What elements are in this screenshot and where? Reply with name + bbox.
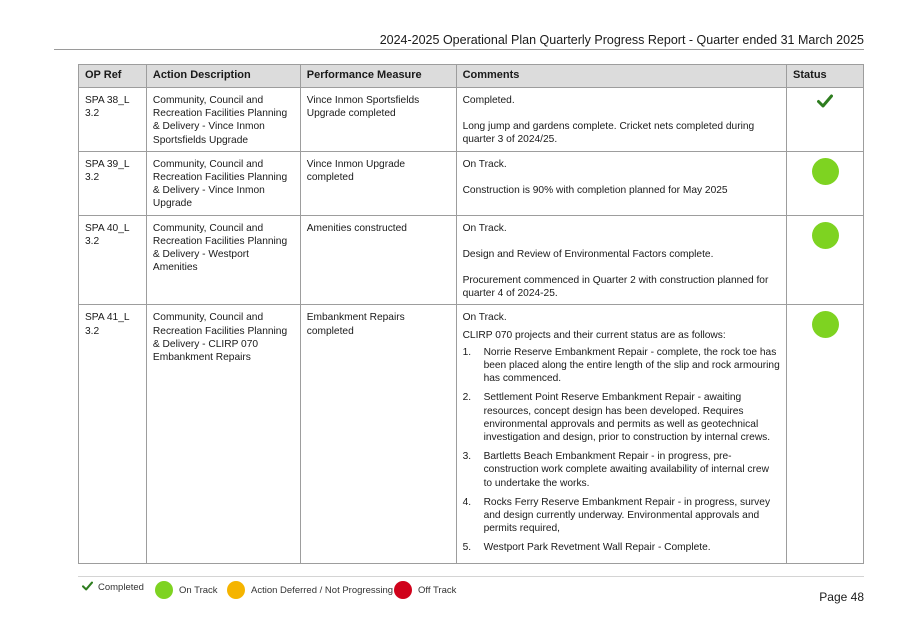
list-item: 3. Bartletts Beach Embankment Repair - in progress, pre-construction work complete awaiting availability of internal crew to undertake the works. — [463, 450, 780, 490]
green-dot-icon — [812, 311, 839, 338]
comment-text: Completed. — [462, 95, 515, 106]
green-dot-icon — [812, 222, 839, 249]
green-dot-icon — [812, 158, 839, 185]
legend-completed — [82, 581, 144, 594]
comments-cell — [456, 151, 786, 215]
op-ref-cell: SPA 40_L 3.2 — [79, 215, 147, 305]
col-header-action: Action Description — [146, 65, 300, 88]
legend-on-track — [155, 581, 218, 599]
measure-cell: Embankment Repairs completed — [300, 305, 456, 564]
list-item-text: Settlement Point Reserve Embankment Repair - awaiting resources, concept design has been developed. Requires environmental approvals and permits as well as geotechnical investigation and design, prior to construction by internal crews. — [483, 392, 771, 444]
legend-label: Action Deferred / Not Progressing — [251, 584, 394, 596]
progress-table — [78, 64, 864, 564]
comment-text: Construction is 90% with completion planned for May 2025 — [462, 185, 728, 197]
table-header-row — [79, 65, 864, 88]
action-cell: Community, Council and Recreation Facilities Planning & Delivery - Vince Inmon Upgrade — [146, 151, 300, 215]
table-row — [79, 88, 864, 152]
list-item-text: Norrie Reserve Embankment Repair - complete, the rock toe has been placed along the entire length of the slip and rock armouring has commenced. — [483, 346, 780, 385]
measure-cell: Amenities constructed — [300, 215, 456, 305]
op-ref-cell: SPA 41_L 3.2 — [79, 305, 147, 564]
list-item-text: Westport Park Revetment Wall Repair - Complete. — [483, 542, 711, 554]
legend-label: Completed — [98, 582, 144, 593]
status-cell — [787, 151, 864, 215]
legend-deferred — [227, 581, 393, 599]
list-item: 2. Settlement Point Reserve Embankment Repair - awaiting resources, concept design has been developed. Requires environmental approvals and permits as well as geotechnical investigation and design, prior to construction by internal crews. — [463, 391, 780, 444]
green-dot-icon — [155, 581, 173, 599]
report-title: 2024-2025 Operational Plan Quarterly Progress Report - Quarter ended 31 March 2025 — [379, 33, 864, 47]
col-header-status: Status — [787, 65, 864, 88]
table-row — [79, 215, 864, 305]
op-ref-cell: SPA 38_L 3.2 — [79, 88, 147, 152]
measure-cell: Vince Inmon Upgrade completed — [300, 151, 456, 215]
table-row — [79, 151, 864, 215]
status-cell — [787, 305, 864, 564]
status-legend — [78, 576, 864, 596]
comment-text: CLIRP 070 projects and their current status are as follows: — [462, 329, 726, 341]
comments-cell — [456, 88, 786, 152]
red-dot-icon — [394, 581, 412, 599]
comments-cell — [456, 215, 786, 305]
status-cell — [787, 215, 864, 305]
table-row — [79, 305, 864, 564]
comment-text: On Track. — [462, 312, 507, 324]
col-header-comments: Comments — [456, 65, 786, 88]
page-number: Page 48 — [819, 590, 864, 604]
col-header-measure: Performance Measure — [300, 65, 456, 88]
amber-dot-icon — [227, 581, 245, 599]
legend-label: On Track — [179, 584, 218, 596]
list-item: 1. Norrie Reserve Embankment Repair - complete, the rock toe has been placed along the entire length of the slip and rock armouring has commenced. — [462, 346, 780, 385]
comment-text: Procurement commenced in Quarter 2 with construction planned for quarter 4 of 2024-25. — [462, 275, 769, 300]
comment-text: On Track. — [462, 158, 507, 170]
check-icon — [817, 94, 833, 112]
list-item-text: Bartletts Beach Embankment Repair - in progress, pre-construction work complete awaiting availability of internal crew to undertake the works. — [483, 451, 769, 489]
col-header-op-ref: OP Ref — [79, 65, 147, 88]
measure-cell: Vince Inmon Sportsfields Upgrade completed — [300, 88, 456, 152]
repair-list — [463, 346, 780, 555]
comments-cell — [456, 305, 786, 564]
status-cell — [787, 88, 864, 152]
legend-off-track — [394, 581, 456, 599]
report-header — [54, 32, 864, 50]
list-item-text: Rocks Ferry Reserve Embankment Repair - in progress, survey and design currently underway. Environmental approvals and permits required, — [483, 496, 771, 535]
comment-text: Long jump and gardens complete. Cricket nets completed during quarter 3 of 2024/25. — [462, 121, 755, 146]
check-icon — [82, 581, 93, 594]
action-cell: Community, Council and Recreation Facilities Planning & Delivery - CLIRP 070 Embankment Repairs — [146, 305, 300, 564]
legend-label: Off Track — [418, 584, 457, 596]
action-cell: Community, Council and Recreation Facilities Planning & Delivery - Westport Amenities — [146, 215, 300, 305]
comment-text: Design and Review of Environmental Factors complete. — [462, 248, 714, 260]
list-item: 4. Rocks Ferry Reserve Embankment Repair - in progress, survey and design currently underway. Environmental approvals and permits required, — [463, 496, 780, 536]
op-ref-cell: SPA 39_L 3.2 — [79, 151, 147, 215]
list-item: 5. Westport Park Revetment Wall Repair - Complete. — [462, 542, 711, 554]
comment-text: On Track. — [462, 222, 507, 234]
action-cell: Community, Council and Recreation Facilities Planning & Delivery - Vince Inmon Sportsfields Upgrade — [146, 88, 300, 152]
